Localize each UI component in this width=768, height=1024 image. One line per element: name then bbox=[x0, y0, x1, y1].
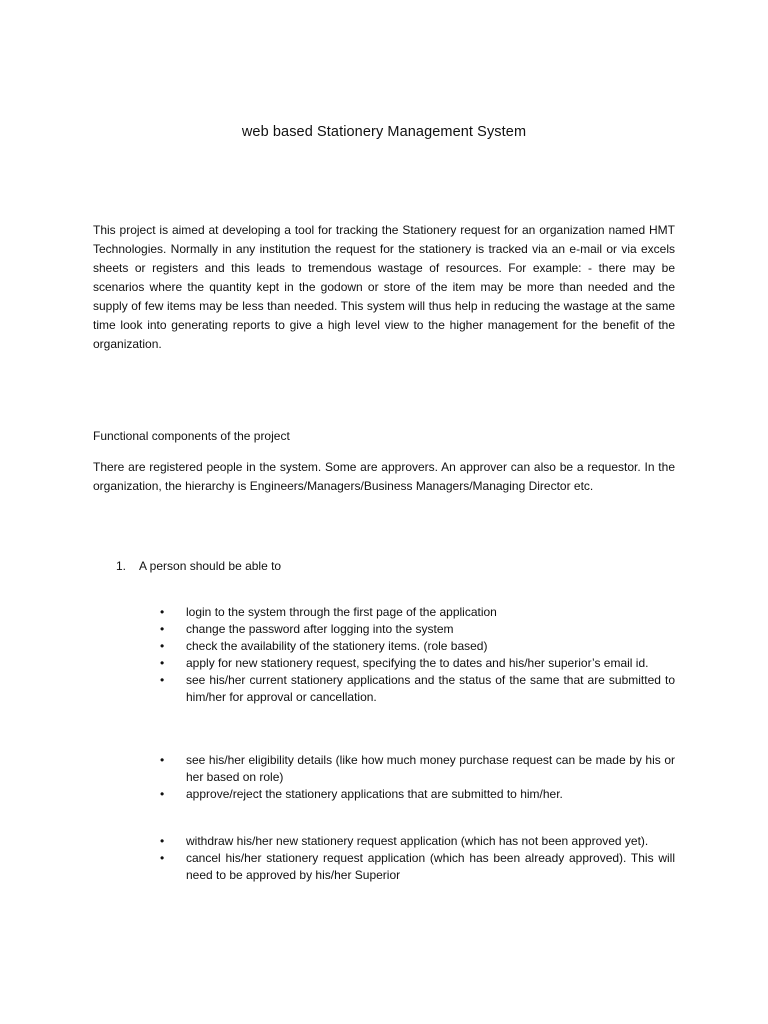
bullet-list-group-1 bbox=[160, 604, 675, 706]
functional-components-description: There are registered people in the system. Some are approvers. An approver can also be a requestor. In the organization, the hierarchy is Engineers/Managers/Business Managers/Managing Director etc. bbox=[93, 460, 675, 493]
bullet-icon: • bbox=[160, 787, 165, 801]
list-item-text: change the password after logging into the system bbox=[186, 622, 454, 636]
list-item-text: approve/reject the stationery applications that are submitted to him/her. bbox=[186, 787, 563, 801]
intro-paragraph: This project is aimed at developing a tool for tracking the Stationery request for an organization named HMT Technologies. Normally in any institution the request for the stationery is tracked via an e-mail or via excels sheets or registers and this leads to tremendous wastage of resources. For example: - there may be scenarios where the quantity kept in the godown or store of the item may be more than needed and the supply of few items may be less than needed. This system will thus help in reducing the wastage at the same time look into generating reports to give a high level view to the higher management for the benefit of the organization. bbox=[93, 223, 675, 351]
bullet-icon: • bbox=[160, 753, 165, 767]
numbered-item-text: A person should be able to bbox=[139, 559, 282, 573]
list-item-text: see his/her current stationery applications and the status of the same that are submitted to him/her for approval or cancellation. bbox=[186, 673, 675, 704]
list-item-text: check the availability of the stationery items. (role based) bbox=[186, 639, 488, 653]
bullet-icon: • bbox=[160, 656, 165, 670]
numbered-item-number: 1. bbox=[116, 559, 127, 573]
bullet-icon: • bbox=[160, 639, 165, 653]
functional-components-heading: Functional components of the project bbox=[93, 429, 290, 443]
list-item bbox=[160, 638, 675, 655]
list-item bbox=[160, 621, 675, 638]
list-item bbox=[160, 833, 675, 850]
bullet-list-group-3 bbox=[160, 833, 675, 884]
list-item-text: withdraw his/her new stationery request application (which has not been approved yet). bbox=[186, 834, 649, 848]
list-item-text: apply for new stationery request, specifying the to dates and his/her superior’s email id. bbox=[186, 656, 649, 670]
list-item bbox=[160, 604, 675, 621]
bullet-icon: • bbox=[160, 622, 165, 636]
list-item bbox=[160, 850, 675, 884]
bullet-list-group-2 bbox=[160, 752, 675, 803]
numbered-item bbox=[116, 557, 281, 576]
list-item bbox=[160, 786, 675, 803]
list-item-text: login to the system through the first page of the application bbox=[186, 605, 497, 619]
list-item bbox=[160, 752, 675, 786]
bullet-icon: • bbox=[160, 834, 165, 848]
bullet-icon: • bbox=[160, 851, 165, 865]
document-title: web based Stationery Management System bbox=[241, 124, 527, 140]
list-item-text: cancel his/her stationery request application (which has been already approved). This will need to be approved by his/her Superior bbox=[186, 851, 675, 882]
list-item bbox=[160, 672, 675, 706]
list-item bbox=[160, 655, 675, 672]
bullet-icon: • bbox=[160, 605, 165, 619]
list-item-text: see his/her eligibility details (like how much money purchase request can be made by his or her based on role) bbox=[186, 753, 675, 784]
bullet-icon: • bbox=[160, 673, 165, 687]
